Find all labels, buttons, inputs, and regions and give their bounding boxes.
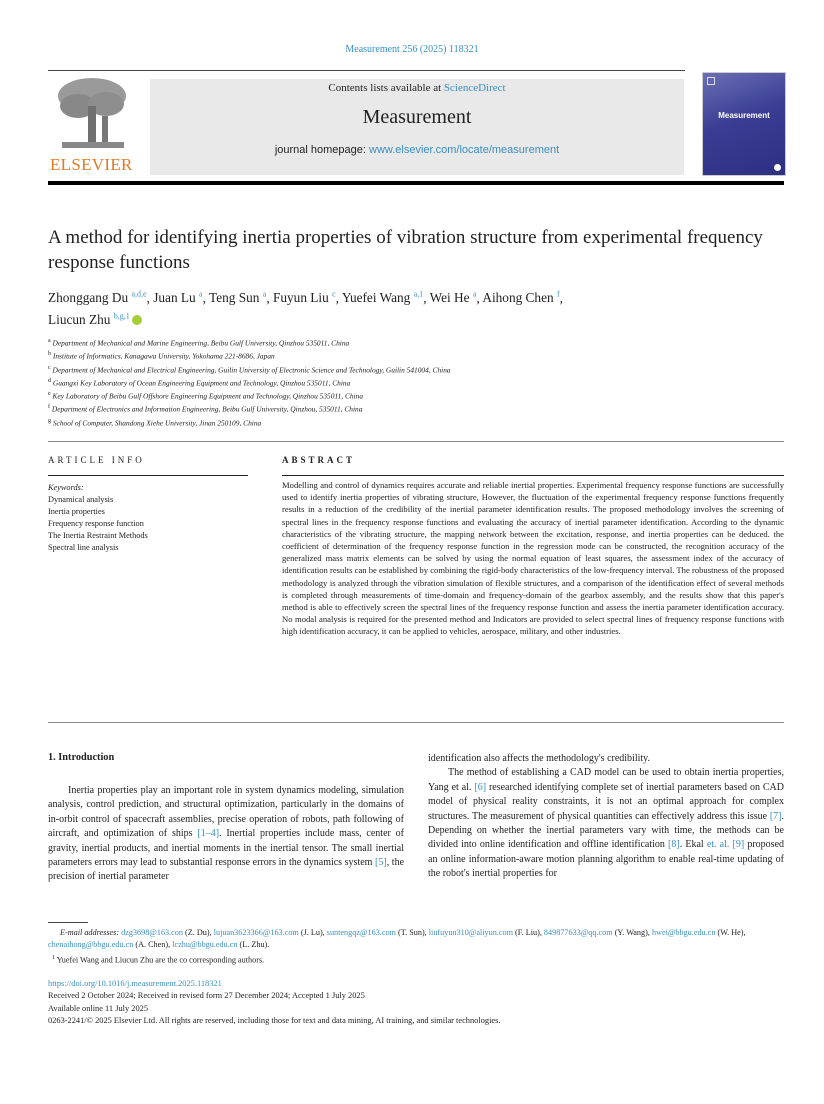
text-run: . Depending on whether the inertial parameters vary with time, the methods can be divided into online identification and offline identification: [428, 810, 784, 851]
email-owner: (L. Zhu).: [239, 940, 270, 950]
journal-banner: [150, 79, 684, 175]
cover-title: Measurement: [718, 111, 770, 120]
intro-paragraph-1-continued: [428, 752, 784, 766]
author-affil-sup[interactable]: a,1: [413, 290, 424, 299]
author-name: Aihong Chen: [482, 290, 554, 306]
author[interactable]: [48, 290, 147, 305]
keyword: Frequency response function: [48, 519, 144, 528]
sciencedirect-link[interactable]: ScienceDirect: [443, 82, 506, 94]
keyword: Inertia properties: [48, 507, 105, 516]
section-heading-introduction: 1. Introduction: [48, 752, 115, 763]
affiliation-text: Department of Mechanical and Electrical Engineering, Guilin University of Electronic Science and Technology, Guilin 541004, China: [52, 365, 451, 374]
journal-cover-image: [702, 72, 786, 176]
contents-prefix: Contents lists available at: [328, 82, 444, 94]
author-affil-sup[interactable]: a: [262, 290, 267, 299]
copyright-notice: 0263-2241/© 2025 Elsevier Ltd. All rights are reserved, including those for text and data mining, AI training, and similar technologies.: [48, 1016, 501, 1026]
email-label: E-mail addresses:: [60, 928, 120, 937]
affiliations-divider: [48, 441, 784, 442]
header-thick-divider: [48, 181, 784, 185]
citation-link[interactable]: [5]: [375, 857, 387, 869]
available-online-date: Available online 11 July 2025: [48, 1003, 149, 1013]
affiliation-list: [48, 336, 748, 429]
author-affil-sup[interactable]: a,d,e: [131, 290, 147, 299]
author-name: Zhonggang Du: [48, 290, 129, 306]
citation-link[interactable]: et. al.: [706, 839, 730, 851]
affiliation-sup: e: [48, 391, 51, 398]
text-run: . Inertial properties include mass, center of gravity, inertial products, and inertial moments in the inertial tensor. The small inertial parameters errors may lead to substantial response errors in the dynamics system: [48, 828, 405, 869]
author-affil-sup[interactable]: b,g,1: [113, 311, 130, 321]
email-link[interactable]: chenaihong@bbgu.edu.cn: [48, 940, 134, 950]
doi-link[interactable]: https://doi.org/10.1016/j.measurement.2025.118321: [48, 979, 222, 988]
author[interactable]: [342, 290, 423, 305]
homepage-prefix: journal homepage:: [274, 144, 370, 156]
affiliation-text: Key Laboratory of Beibu Gulf Offshore Engineering Equipment and Technology, Qinzhou 535011, China: [52, 391, 364, 401]
affiliation-sup: c: [48, 364, 51, 371]
author-affil-sup[interactable]: c: [332, 290, 336, 299]
body-column-right: [428, 752, 784, 882]
text-run: Inertia properties play an important role in system dynamics modeling, simulation analysis, control prediction, and structural optimization, particularly in the domains of in-orbit control of spacecraft assemblies, precise operation of robots, path following of aircraft, and optimization of ships: [48, 785, 404, 840]
article-info-divider: [48, 475, 248, 476]
affiliation: [48, 349, 748, 362]
email-addresses: E-mail addresses: dzg3698@163.con (Z. Du), lujuan3623366@163.com (J. Lu), suntengqz@163.com (T. Sun), liufuyun310@aliyun.com (F. Liu), 849877633@qq.com (Y. Wang), hwei@bbgu.edu.cn (W. He), chenaihong@bbgu.edu.cn (A. Chen), lczhu@bbgu.edu.cn (L. Zhu).: [48, 928, 746, 950]
article-title: A method for identifying inertia properties of vibration structure from experimental frequency response functions: [48, 227, 763, 273]
author-affil-sup[interactable]: a: [199, 290, 203, 299]
contents-line: [150, 82, 684, 94]
affiliation: [48, 402, 748, 415]
citation-link[interactable]: [6]: [474, 781, 487, 793]
author-name: Yuefei Wang: [341, 290, 411, 306]
affiliation-text: Department of Electronics and Information Engineering, Beibu Gulf University, Qinzhou, 535011, China: [51, 404, 363, 414]
author-list: Zhonggang Du $^{a,d,e}$, Juan Lu $^a$, Teng Sun $^a$, Fuyun Liu $^c$, Yuefei Wang $^{a,1}$, Wei He $^a$, Aihong Chen $^f$, Liucun Zhu $^{b,g,1}$: [48, 290, 563, 327]
affiliation: [48, 416, 748, 429]
citation-link[interactable]: [8]: [668, 839, 680, 851]
author[interactable]: [153, 290, 202, 305]
footnote-marker: 1: [52, 954, 55, 961]
citation-link[interactable]: [9]: [732, 839, 745, 851]
affiliation-sup: d: [48, 377, 51, 384]
email-owner: (W. He): [717, 928, 744, 937]
affiliation-sup: f: [48, 404, 50, 411]
email-owner: (A. Chen): [135, 940, 169, 950]
affiliation-text: School of Computer, Shandong Xiehe University, Jinan 250109, China: [52, 418, 262, 428]
email-link[interactable]: liufuyun310@aliyun.com: [428, 928, 513, 937]
affiliation-text: Guangxi Key Laboratory of Ocean Engineering Equipment and Technology, Qinzhou 535011, China: [52, 378, 351, 388]
text-run: identification also affects the methodology's credibility.: [428, 753, 651, 764]
keyword: The Inertia Restraint Methods: [48, 531, 148, 540]
author-affil-sup[interactable]: f: [556, 290, 560, 299]
author[interactable]: [482, 290, 559, 305]
publication-info: [48, 978, 788, 1028]
citation-link[interactable]: [7]: [769, 810, 782, 822]
elsevier-logo: [48, 76, 134, 176]
article-info-heading: ARTICLE INFO: [48, 455, 145, 465]
abstract-heading: ABSTRACT: [282, 455, 356, 465]
affiliation-text: Department of Mechanical and Marine Engineering, Beibu Gulf University, Qinzhou 535011, China: [52, 338, 350, 348]
homepage-line: [150, 144, 684, 156]
affiliation-sup: b: [48, 351, 51, 358]
abstract-bottom-divider: [48, 722, 784, 723]
citation-link[interactable]: [1–4]: [197, 828, 220, 840]
author-name: Juan Lu: [153, 290, 196, 306]
text-run: , the precision of inertial parameter: [48, 857, 405, 883]
email-owner: (J. Lu): [300, 928, 323, 937]
header-divider: [48, 70, 685, 71]
cover-society-icon: [774, 164, 781, 171]
journal-homepage-link[interactable]: www.elsevier.com/locate/measurement: [369, 144, 560, 156]
author-name: Fuyun Liu: [272, 290, 329, 306]
email-owner: (Y. Wang): [614, 928, 648, 937]
keywords-label: Keywords:: [48, 483, 84, 492]
elsevier-tree-icon: [54, 76, 130, 152]
text-run: researched identifying complete set of inertial parameters based on CAD model of physical reality constraints, it is not an optimal approach for complex structures. The measurement of physical quantities can effectively address this issue: [428, 781, 785, 822]
received-dates: Received 2 October 2024; Received in revised form 27 December 2024; Accepted 1 July 2025: [48, 991, 365, 1001]
cover-logo-icon: [707, 77, 715, 85]
journal-title: Measurement: [362, 106, 472, 128]
abstract-divider: [282, 475, 784, 476]
affiliation: [48, 363, 748, 376]
footnote-divider: [48, 922, 88, 923]
text-run: proposed an online information-aware motion planning algorithm to enable real-time updating of the robot's inertial properties for: [428, 839, 785, 880]
email-link[interactable]: hwei@bbgu.edu.cn: [651, 928, 716, 937]
author[interactable]: [209, 290, 266, 305]
body-column-left: [48, 784, 404, 885]
text-run: . Ekal: [679, 839, 707, 851]
email-link[interactable]: lczhu@bbgu.edu.cn: [172, 940, 238, 950]
author-name: Wei He: [429, 290, 470, 306]
footnote-text: Yuefei Wang and Liucun Zhu are the co corresponding authors.: [56, 955, 265, 965]
affiliation-sup: g: [48, 417, 51, 424]
abstract-text: Modelling and control of dynamics requires accurate and reliable inertial properties. Experimental frequency response functions are successfully used to identify inertia properties of vibrating structure, However, the fluctuation of the experimental frequency response functions frequently results in a reduction of the credibility of the inertial parameter identification results. The proposed methodology involves the screening of spectral lines in the frequency response functions and evaluating the accuracy of inertial parameter identification. According to the dynamic characteristics of the vibrating structure, the mapping network between the excitation, response, and inertia properties can be deduced. the coefficient of determination of the frequency response function in the regression mode can be constructed, the recognition accuracy of the generalized mass matrix elements can be solved by using the normal equation of least squares, the assessment index of the accuracy of identification results can be established by combining the rigid-body characteristics of the low-frequency interval. The robustness of the proposed methodology is analyzed through the vibration simulation of flexible structures, and a comparison of the identification effect of several methods is completed through measurements of time-domain and frequency-domain of the gearbox assembly, and the results show that this paper's method is able to effectively screen the spectral lines of the frequency response function and assess the inertia parameter identification accuracy. No modal analysis is required for the presented method and Indicators are provided to select spectral lines of frequency response functions with high identification accuracy, it can be applied to vehicles, aerospace, military, and other industries.: [282, 480, 784, 637]
affiliation: [48, 389, 748, 402]
author[interactable]: [273, 290, 336, 305]
affiliation: [48, 376, 748, 389]
email-link[interactable]: 849877633@qq.com: [543, 928, 613, 937]
email-owner: (F. Liu): [515, 928, 540, 937]
intro-paragraph-1: [48, 784, 404, 885]
keywords-section: [48, 482, 248, 554]
email-link[interactable]: lujuan3623366@163.com: [213, 928, 299, 937]
footnotes: [48, 927, 788, 967]
author[interactable]: [430, 290, 477, 305]
email-owner: (T. Sun): [397, 928, 425, 937]
author-affil-sup[interactable]: a: [472, 290, 477, 299]
text-run: The method of establishing a CAD model can be used to obtain inertia properties, Yang et al.: [428, 767, 784, 793]
email-link[interactable]: suntengqz@163.com: [326, 928, 396, 937]
affiliation-sup: a: [48, 338, 51, 344]
orcid-icon[interactable]: [132, 315, 142, 325]
journal-reference-link[interactable]: Measurement 256 (2025) 118321: [345, 44, 479, 55]
co-corresponding-note: [48, 952, 788, 967]
email-owner: (Z. Du): [185, 928, 210, 937]
email-link[interactable]: dzg3698@163.con: [121, 928, 183, 937]
elsevier-wordmark: ELSEVIER: [50, 155, 133, 174]
intro-paragraph-2: [428, 766, 784, 881]
affiliation: [48, 336, 748, 349]
author[interactable]: [48, 312, 130, 327]
affiliation-text: Institute of Informatics, Kanagawa University, Yokohama 221-8686, Japan: [52, 351, 275, 361]
author-name: Teng Sun: [209, 290, 260, 306]
author-name: Liucun Zhu: [48, 311, 111, 327]
keyword: Spectral line analysis: [48, 543, 119, 552]
keyword: Dynamical analysis: [48, 495, 114, 504]
